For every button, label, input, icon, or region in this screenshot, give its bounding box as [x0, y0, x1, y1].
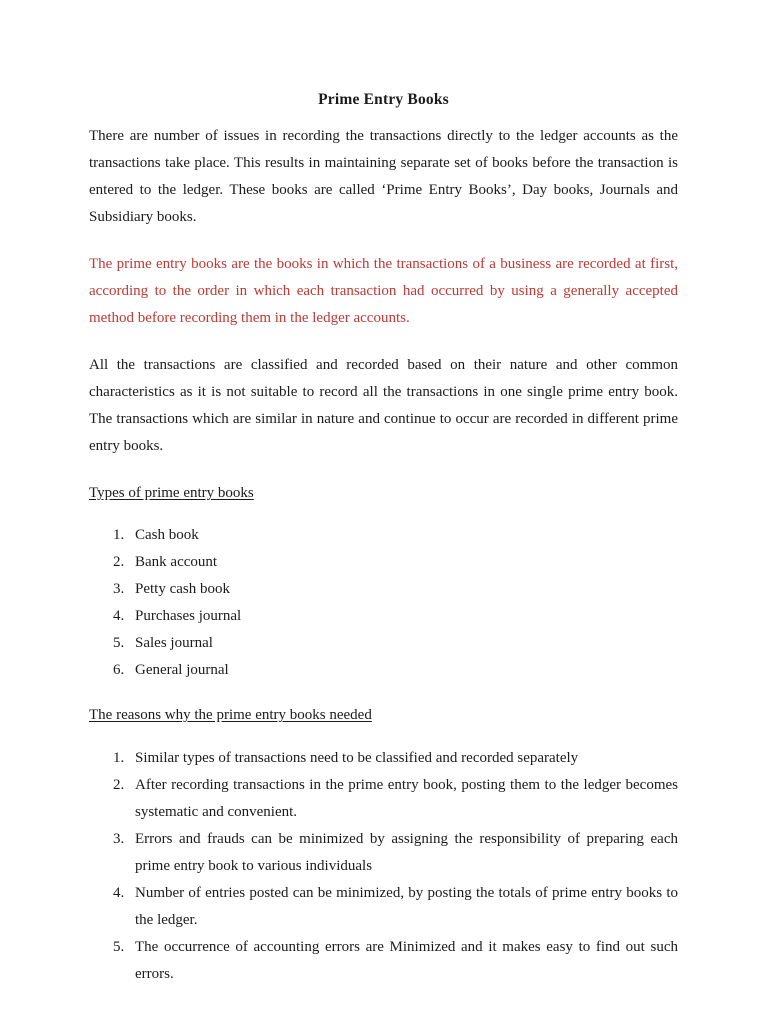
- list-item: Number of entries posted can be minimized, by posting the totals of prime entry books to the ledger.: [135, 885, 678, 929]
- document-body: [89, 88, 678, 1006]
- list-item: Purchases journal: [135, 608, 242, 625]
- list-item: Bank account: [135, 554, 218, 571]
- paragraph-intro: There are number of issues in recording the transactions directly to the ledger accounts as the transactions take place. This results in maintaining separate set of books before the transaction is entered to the ledger. These books are called ‘Prime Entry Books’, Day books, Journals and Subsidiary books.: [89, 128, 678, 226]
- spacer: [89, 735, 678, 745]
- list-item: Petty cash book: [135, 581, 230, 598]
- list-item: General journal: [135, 662, 229, 679]
- section-heading-reasons: [89, 702, 678, 729]
- paragraph-classification: All the transactions are classified and recorded based on their nature and other common characteristics as it is not suitable to record all the transactions in one single prime entry book. The transactions which are similar in nature and continue to occur are recorded in different prime entry books.: [89, 357, 678, 455]
- page-title: Prime Entry Books: [318, 91, 449, 108]
- list-item: Errors and frauds can be minimized by assigning the responsibility of preparing each prime entry book to various individuals: [135, 831, 678, 875]
- list-reasons-prime-entry-books-needed: [89, 745, 678, 988]
- section-heading-types-label: Types of prime entry books: [89, 485, 254, 502]
- list-item: Similar types of transactions need to be classified and recorded separately: [135, 750, 579, 767]
- paragraph-definition: The prime entry books are the books in which the transactions of a business are recorded at first, according to the order in which each transaction had occurred by using a generally accepted method before recording them in the ledger accounts.: [89, 256, 678, 327]
- spacer: [89, 513, 678, 522]
- list-item: After recording transactions in the prime entry book, posting them to the ledger becomes systematic and convenient.: [135, 777, 678, 821]
- list-item: Cash book: [135, 527, 199, 544]
- list-item: Sales journal: [135, 635, 213, 652]
- list-types-of-prime-entry-books: [89, 522, 678, 684]
- list-item: The occurrence of accounting errors are Minimized and it makes easy to find out such errors.: [135, 939, 678, 983]
- section-heading-reasons-label: The reasons why the prime entry books needed: [89, 707, 372, 724]
- section-heading-types: [89, 480, 678, 507]
